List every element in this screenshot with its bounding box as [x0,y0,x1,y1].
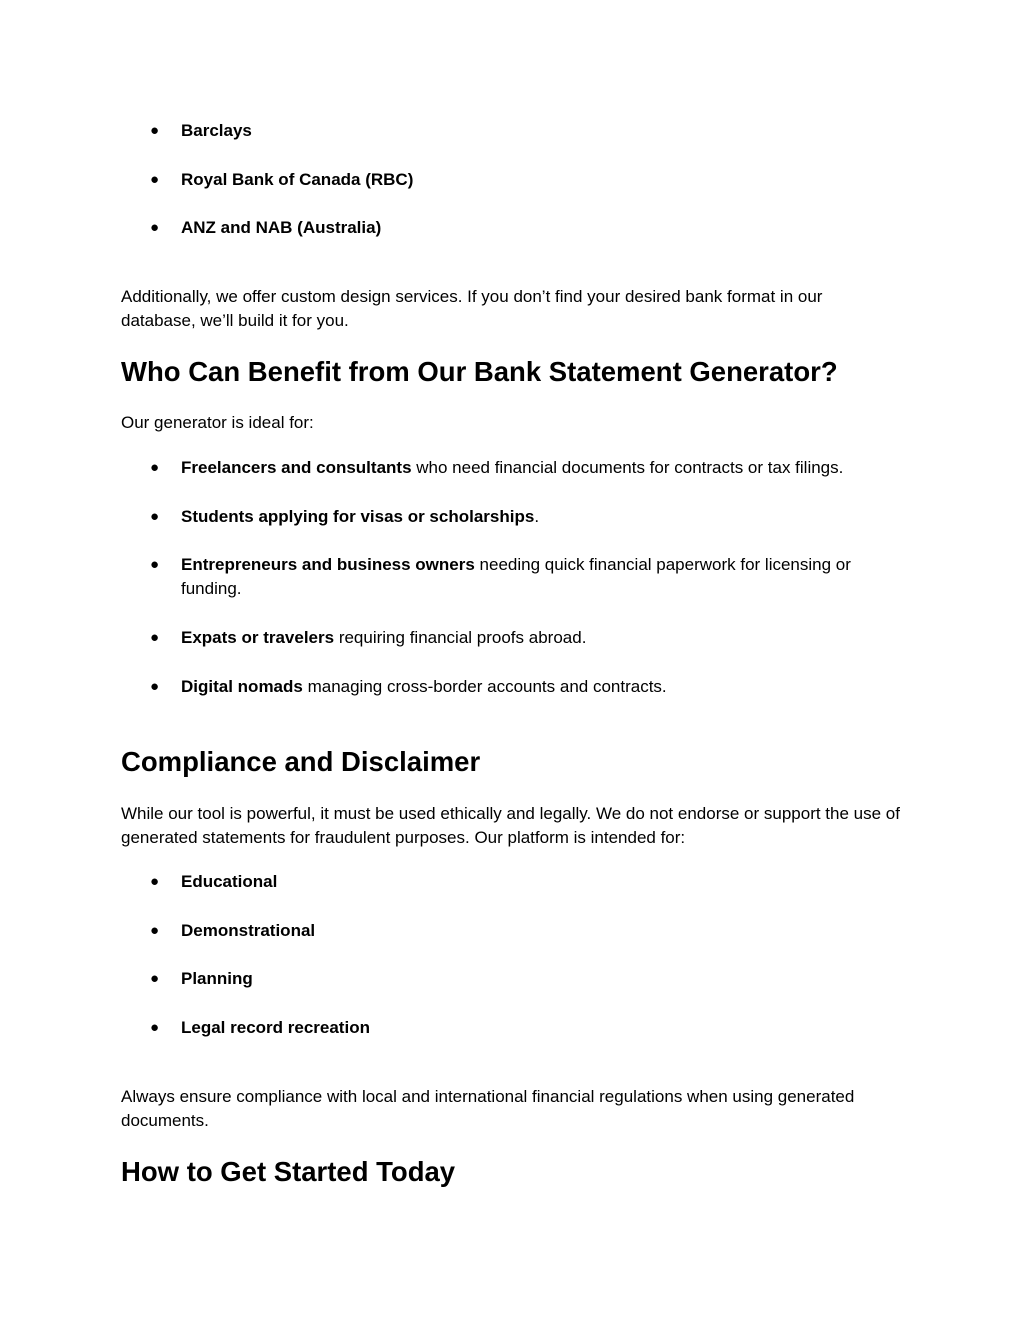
list-item-user-1: ● Freelancers and consultants who need financial documents for contracts or tax filings. [150,456,910,480]
list-item-label: Barclays [181,121,252,140]
list-item-bank-1 [150,119,910,143]
heading-get-started: How to Get Started Today [121,1156,456,1187]
list-item-user-4: ● Expats or travelers requiring financial proofs abroad. [150,626,910,650]
bullet-icon: ● [150,508,160,525]
paragraph-ensure-compliance: Always ensure compliance with local and international financial regulations when using generated documents. [121,1087,855,1130]
list-item-purpose-4 [150,1016,910,1040]
bullet-icon: ● [150,1019,160,1036]
list-item-label: Demonstrational [181,921,316,940]
bullet-icon: ● [150,171,160,188]
bullet-icon: ● [150,122,160,139]
list-item-bank-3 [150,216,910,240]
list-item-label: Educational [181,872,278,891]
list-item-label: Students applying for visas or scholarships [181,507,535,526]
heading-who-can-benefit: Who Can Benefit from Our Bank Statement Generator? [121,356,838,387]
paragraph-ideal-for: Our generator is ideal for: [121,413,314,432]
list-item-bank-2 [150,168,910,192]
list-item-label: Royal Bank of Canada (RBC) [181,170,414,189]
bullet-icon: ● [150,678,160,695]
list-item-user-5: ● Digital nomads managing cross-border accounts and contracts. [150,675,910,699]
list-item-label: Freelancers and consultants [181,458,412,477]
bullet-icon: ● [150,873,160,890]
list-item-purpose-1 [150,870,910,894]
bullet-icon: ● [150,970,160,987]
list-item-label: Expats or travelers [181,628,335,647]
list-item-label: Planning [181,969,253,988]
list-item-purpose-2 [150,919,910,943]
list-item-user-3: ● Entrepreneurs and business owners needing quick financial paperwork for licensing or funding. [150,555,851,598]
bullet-icon: ● [150,629,160,646]
bullet-icon: ● [150,556,160,573]
bullet-icon: ● [150,459,160,476]
list-item-label: ANZ and NAB (Australia) [181,218,382,237]
list-item-user-2: ● Students applying for visas or scholarships. [150,505,910,529]
paragraph-custom-design: Additionally, we offer custom design services. If you don’t find your desired bank format in our database, we’ll build it for you. [121,287,823,330]
list-item-label: Legal record recreation [181,1018,370,1037]
list-item-label: Entrepreneurs and business owners [181,555,475,574]
bullet-icon: ● [150,219,160,236]
list-item-label: Digital nomads [181,677,303,696]
paragraph-compliance: While our tool is powerful, it must be used ethically and legally. We do not endorse or support the use of generated statements for fraudulent purposes. Our platform is intended for: [121,804,900,847]
bullet-icon: ● [150,922,160,939]
heading-compliance: Compliance and Disclaimer [121,746,481,777]
list-item-purpose-3 [150,967,910,991]
